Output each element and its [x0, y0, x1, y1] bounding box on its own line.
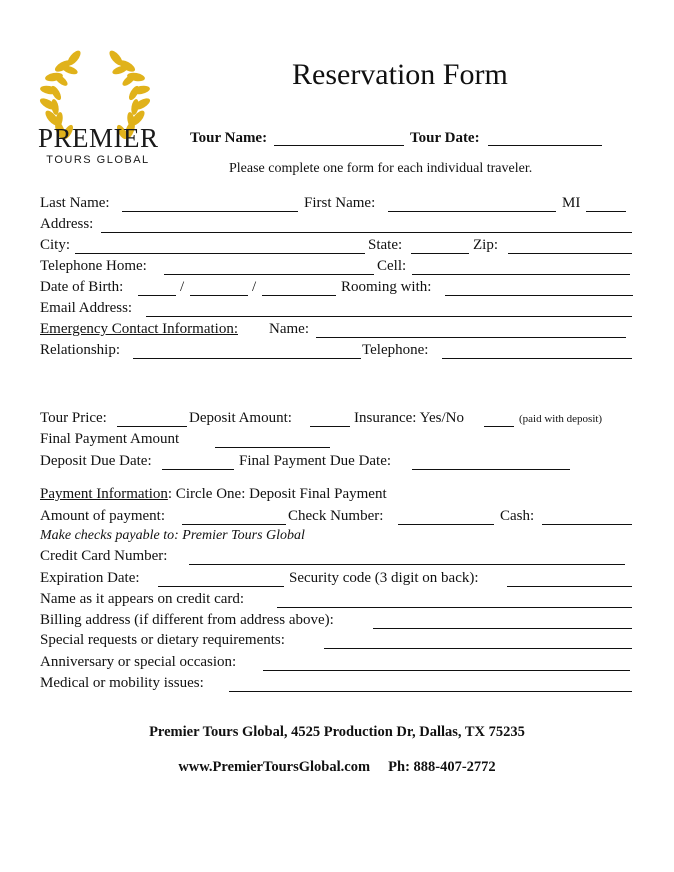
insurance-field[interactable] [484, 426, 514, 427]
final-due-field[interactable] [412, 469, 570, 470]
anniversary-label: Anniversary or special occasion: [40, 654, 237, 670]
expiration-date-label: Expiration Date: [40, 570, 140, 586]
deposit-due-label: Deposit Due Date: [40, 453, 152, 469]
deposit-amount-field[interactable] [310, 426, 350, 427]
city-field[interactable] [75, 253, 365, 254]
rooming-with-field[interactable] [445, 295, 633, 296]
medical-label: Medical or mobility issues: [40, 675, 204, 691]
billing-address-label: Billing address (if different from address above): [40, 612, 334, 628]
deposit-due-field[interactable] [162, 469, 234, 470]
mi-field[interactable] [586, 211, 626, 212]
anniversary-field[interactable] [263, 670, 630, 671]
address-label: Address: [40, 216, 94, 232]
emergency-name-field[interactable] [316, 337, 626, 338]
dob-day-field[interactable] [190, 295, 248, 296]
amount-row [40, 508, 640, 528]
dob-year-field[interactable] [262, 295, 336, 296]
footer-web-phone: www.PremierToursGlobal.com Ph: 888-407-2772 [178, 759, 496, 775]
last-name-label: Last Name: [40, 195, 110, 211]
relationship-row [40, 342, 640, 362]
tour-price-label: Tour Price: [40, 410, 107, 426]
special-requests-row [40, 632, 640, 652]
circle-one-options[interactable]: : Circle One: Deposit Final Payment [167, 486, 387, 502]
final-payment-amount-label: Final Payment Amount [40, 431, 180, 447]
deposit-amount-label: Deposit Amount: [189, 410, 292, 426]
name-row [40, 195, 640, 215]
price-row [40, 410, 640, 430]
emergency-contact-heading: Emergency Contact Information: [40, 321, 238, 337]
billing-address-field[interactable] [373, 628, 632, 629]
payment-info-line [40, 486, 387, 503]
check-number-label: Check Number: [288, 508, 384, 524]
tour-date-label: Tour Date: [410, 130, 480, 146]
expiration-date-field[interactable] [158, 586, 284, 587]
final-payment-amount-field[interactable] [215, 447, 330, 448]
cash-label: Cash: [500, 508, 535, 524]
anniversary-row [40, 654, 640, 674]
credit-card-number-label: Credit Card Number: [40, 548, 168, 564]
state-field[interactable] [411, 253, 469, 254]
state-label: State: [368, 237, 403, 253]
expiration-row [40, 570, 640, 590]
relationship-label: Relationship: [40, 342, 120, 358]
due-dates-row [40, 453, 640, 473]
cash-field[interactable] [542, 524, 632, 525]
city-label: City: [40, 237, 71, 253]
cc-number-row [40, 548, 640, 568]
emergency-telephone-label: Telephone: [362, 342, 429, 358]
logo-subtitle: TOURS GLOBAL [46, 154, 150, 166]
checks-payable-note: Make checks payable to: Premier Tours Global [40, 528, 305, 543]
address-field[interactable] [101, 232, 632, 233]
medical-field[interactable] [229, 691, 632, 692]
dob-slash-1: / [180, 279, 185, 295]
special-requests-label: Special requests or dietary requirements: [40, 632, 285, 648]
relationship-field[interactable] [133, 358, 361, 359]
insurance-label: Insurance: Yes/No [354, 410, 464, 426]
payable-row [40, 528, 640, 548]
cell-label: Cell: [377, 258, 407, 274]
amount-of-payment-label: Amount of payment: [40, 508, 165, 524]
email-row [40, 300, 640, 320]
special-requests-field[interactable] [324, 648, 632, 649]
footer-address: Premier Tours Global, 4525 Production Dr, Dallas, TX 75235 [149, 724, 525, 740]
instruction-note: Please complete one form for each individual traveler. [229, 161, 533, 176]
credit-card-number-field[interactable] [189, 564, 625, 565]
tour-name-label: Tour Name: [190, 130, 268, 146]
logo-wordmark [38, 125, 158, 166]
name-on-card-label: Name as it appears on credit card: [40, 591, 245, 607]
emergency-name-label: Name: [269, 321, 309, 337]
telephone-row [40, 258, 640, 278]
paid-with-deposit-note: (paid with deposit) [519, 413, 603, 425]
address-row [40, 216, 640, 236]
logo-name: PREMIER [38, 123, 159, 153]
payment-info-heading: Payment Information [40, 486, 168, 502]
first-name-label: First Name: [304, 195, 376, 211]
first-name-field[interactable] [388, 211, 556, 212]
tour-price-field[interactable] [117, 426, 187, 427]
payment-info-row [40, 486, 640, 506]
tour-name-field[interactable] [274, 145, 404, 146]
telephone-home-label: Telephone Home: [40, 258, 147, 274]
last-name-field[interactable] [122, 211, 298, 212]
dob-row [40, 279, 640, 299]
email-label: Email Address: [40, 300, 133, 316]
security-code-label: Security code (3 digit on back): [289, 570, 479, 586]
email-field[interactable] [146, 316, 632, 317]
medical-row [40, 675, 640, 695]
dob-slash-2: / [252, 279, 257, 295]
form-title: Reservation Form [292, 58, 508, 91]
amount-of-payment-field[interactable] [182, 524, 286, 525]
emergency-row [40, 321, 640, 341]
mi-label: MI [562, 195, 581, 211]
final-due-label: Final Payment Due Date: [239, 453, 392, 469]
emergency-telephone-field[interactable] [442, 358, 632, 359]
security-code-field[interactable] [507, 586, 632, 587]
rooming-with-label: Rooming with: [341, 279, 432, 295]
telephone-home-field[interactable] [164, 274, 374, 275]
dob-month-field[interactable] [138, 295, 176, 296]
city-row [40, 237, 640, 257]
name-on-card-field[interactable] [277, 607, 632, 608]
cell-field[interactable] [412, 274, 630, 275]
zip-field[interactable] [508, 253, 632, 254]
name-on-card-row [40, 591, 640, 611]
zip-label: Zip: [473, 237, 498, 253]
check-number-field[interactable] [398, 524, 494, 525]
tour-date-field[interactable] [488, 145, 602, 146]
billing-row [40, 612, 640, 632]
final-payment-row [40, 431, 640, 451]
dob-label: Date of Birth: [40, 279, 124, 295]
